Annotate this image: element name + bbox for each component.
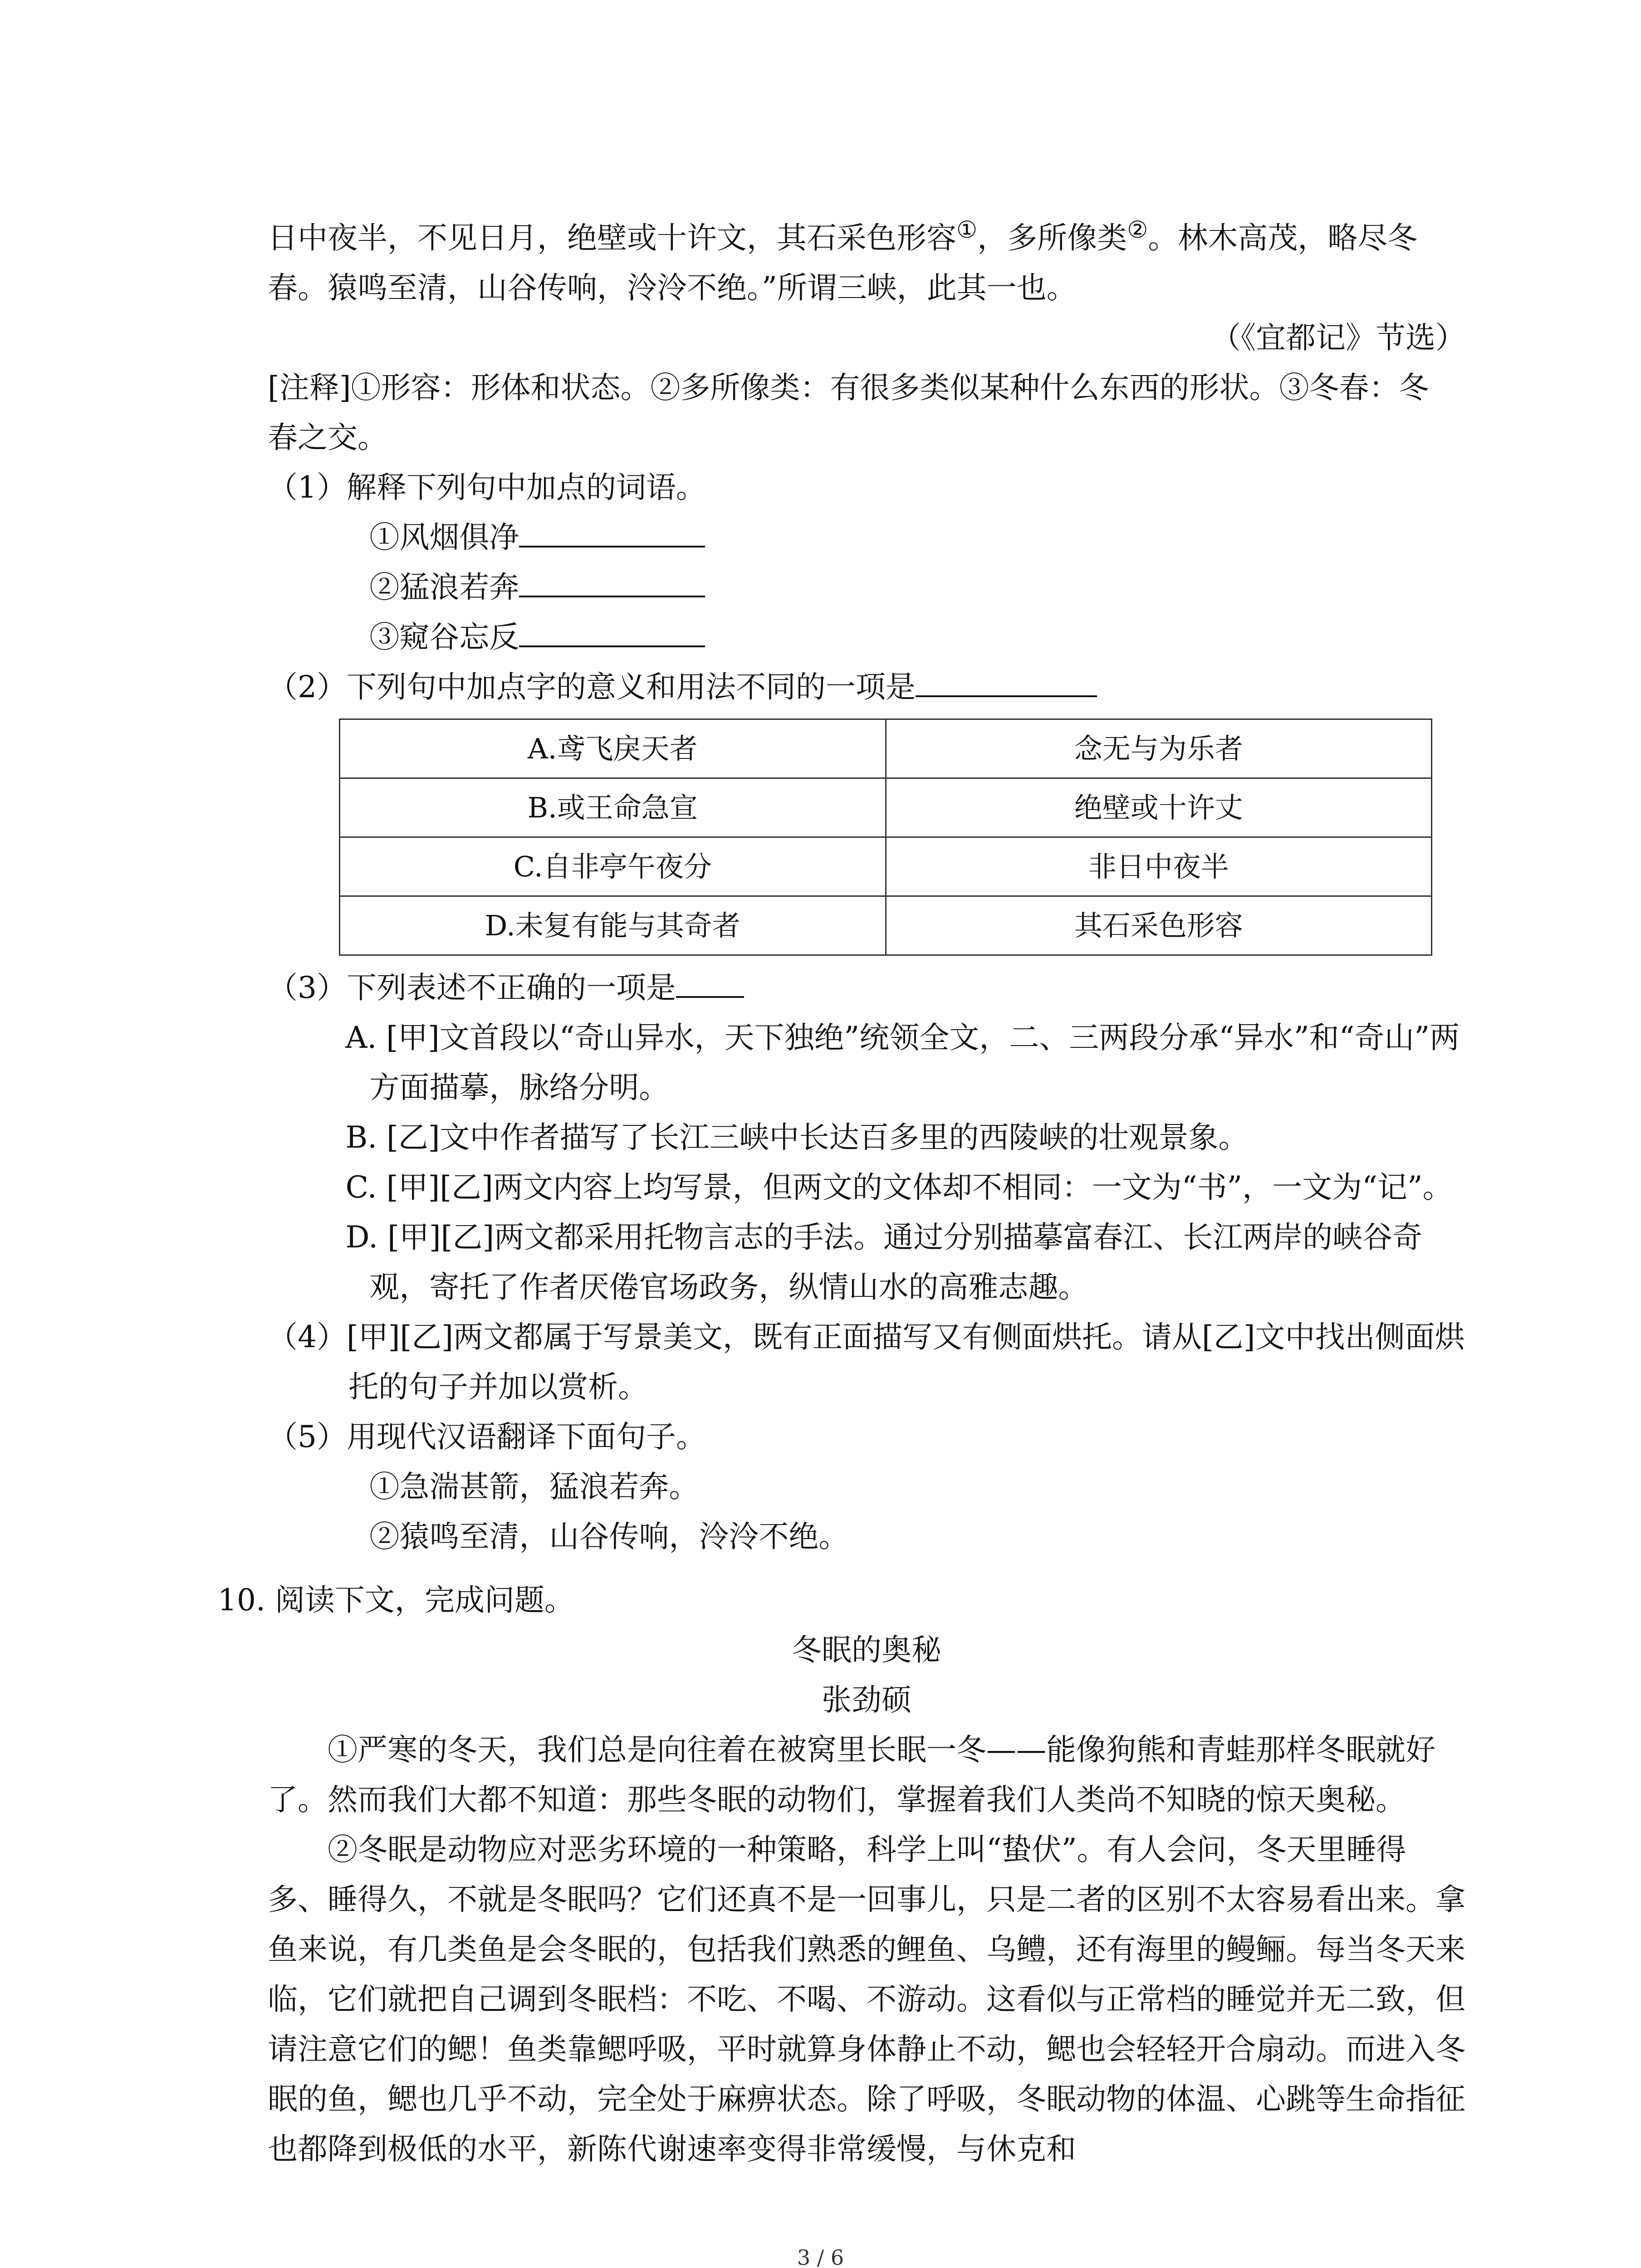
answer-blank[interactable] — [676, 965, 744, 998]
table-cell: 绝壁或十许丈 — [886, 778, 1432, 837]
question-2-stem: （2）下列句中加点字的意义和用法不同的一项是 — [268, 662, 1465, 712]
article-author: 张劲硕 — [822, 1682, 911, 1717]
table-row — [340, 778, 1432, 837]
question-4-stem: （4）[甲][乙]两文都属于写景美文，既有正面描写又有侧面烘托。请从[乙]文中找出侧面烘托的句子并加以赏析。 — [268, 1320, 1465, 1404]
table-cell: 其石采色形容 — [886, 896, 1432, 955]
table-row — [340, 837, 1432, 896]
table-cell: B.或王命急宣 — [340, 778, 886, 837]
table-cell: D.未复有能与其奇者 — [340, 896, 886, 955]
question-1-item: ①风烟俱净 — [268, 513, 1465, 562]
question-5-stem: （5）用现代汉语翻译下面句子。 — [268, 1419, 706, 1454]
question-1-stem: （1）解释下列句中加点的词语。 — [268, 470, 706, 505]
page-number: 3 / 6 — [797, 2245, 844, 2268]
passage-source: （《宜都记》节选） — [1211, 320, 1465, 355]
answer-blank[interactable] — [519, 514, 705, 547]
table-cell: C.自非亭午夜分 — [340, 837, 886, 896]
answer-blank[interactable] — [916, 664, 1097, 697]
options-table — [339, 719, 1432, 956]
question-5-item: ①急湍甚箭，猛浪若奔。 — [369, 1469, 699, 1504]
question-5-item: ②猿鸣至清，山谷传响，泠泠不绝。 — [369, 1519, 849, 1554]
footnote-mark: ① — [956, 216, 978, 244]
question-3-option: B. [乙]文中作者描写了长江三峡中长达百多里的西陵峡的壮观景象。 — [345, 1120, 1249, 1155]
answer-blank[interactable] — [519, 614, 705, 647]
table-cell: 非日中夜半 — [886, 837, 1432, 896]
question-3-option: D. [甲][乙]两文都采用托物言志的手法。通过分别描摹富春江、长江两岸的峡谷奇观，寄托了作者厌倦官场政务，纵情山水的高雅志趣。 — [345, 1220, 1423, 1305]
question-10-stem: 10. 阅读下文，完成问题。 — [218, 1583, 574, 1618]
footnote-mark: ② — [1127, 216, 1148, 244]
table-row — [340, 896, 1432, 955]
table-row — [340, 719, 1432, 778]
question-1-item: ②猛浪若奔 — [268, 562, 1465, 612]
question-3-option: C. [甲][乙]两文内容上均写景，但两文的文体却不相同：一文为“书”，一文为“记”。 — [345, 1170, 1453, 1205]
table-cell: A.鸢飞戾天者 — [340, 719, 886, 778]
article-paragraph: ①严寒的冬天，我们总是向往着在被窝里长眠一冬——能像狗熊和青蛙那样冬眠就好了。然而我们大都不知道：那些冬眠的动物们，掌握着我们人类尚不知晓的惊天奥秘。 — [268, 1732, 1435, 1817]
page-content — [218, 213, 1465, 2174]
passage-line: 春。猿鸣至清，山谷传响，泠泠不绝。”所谓三峡，此其一也。 — [268, 270, 1077, 305]
table-cell: 念无与为乐者 — [886, 719, 1432, 778]
article-paragraph: ②冬眠是动物应对恶劣环境的一种策略，科学上叫“蛰伏”。有人会问，冬天里睡得多、睡得久，不就是冬眠吗？它们还真不是一回事儿，只是二者的区别不太容易看出来。拿鱼来说，有几类鱼是会冬眠的，包括我们熟悉的鲤鱼、乌鳢，还有海里的鳗鲡。每当冬天来临，它们就把自己调到冬眠档：不吃、不喝、不游动。这看似与正常档的睡觉并无二致，但请注意它们的鳃！鱼类靠鳃呼吸，平时就算身体静止不动，鳃也会轻轻开合扇动。而进入冬眠的鱼，鳃也几乎不动，完全处于麻痹状态。除了呼吸，冬眠动物的体温、心跳等生命指征也都降到极低的水平，新陈代谢速率变得非常缓慢，与休克和 — [268, 1832, 1465, 2166]
annotation-line: [注释]①形容：形体和状态。②多所像类：有很多类似某种什么东西的形状。③冬春：冬 — [268, 370, 1429, 405]
passage-line: 日中夜半，不见日月，绝壁或十许文，其石采色形容①，多所像类②。林木高茂，略尽冬 — [268, 216, 1418, 255]
question-1-item: ③窥谷忘反 — [268, 612, 1465, 662]
question-3-option: A. [甲]文首段以“奇山异水，天下独绝”统领全文，二、三两段分承“异水”和“奇山”两方面描摹，脉络分明。 — [345, 1020, 1460, 1105]
article-title: 冬眠的奥秘 — [792, 1633, 941, 1667]
answer-blank[interactable] — [519, 564, 705, 597]
question-3-stem: （3）下列表述不正确的一项是 — [268, 963, 1465, 1013]
annotation-line: 春之交。 — [268, 420, 387, 455]
